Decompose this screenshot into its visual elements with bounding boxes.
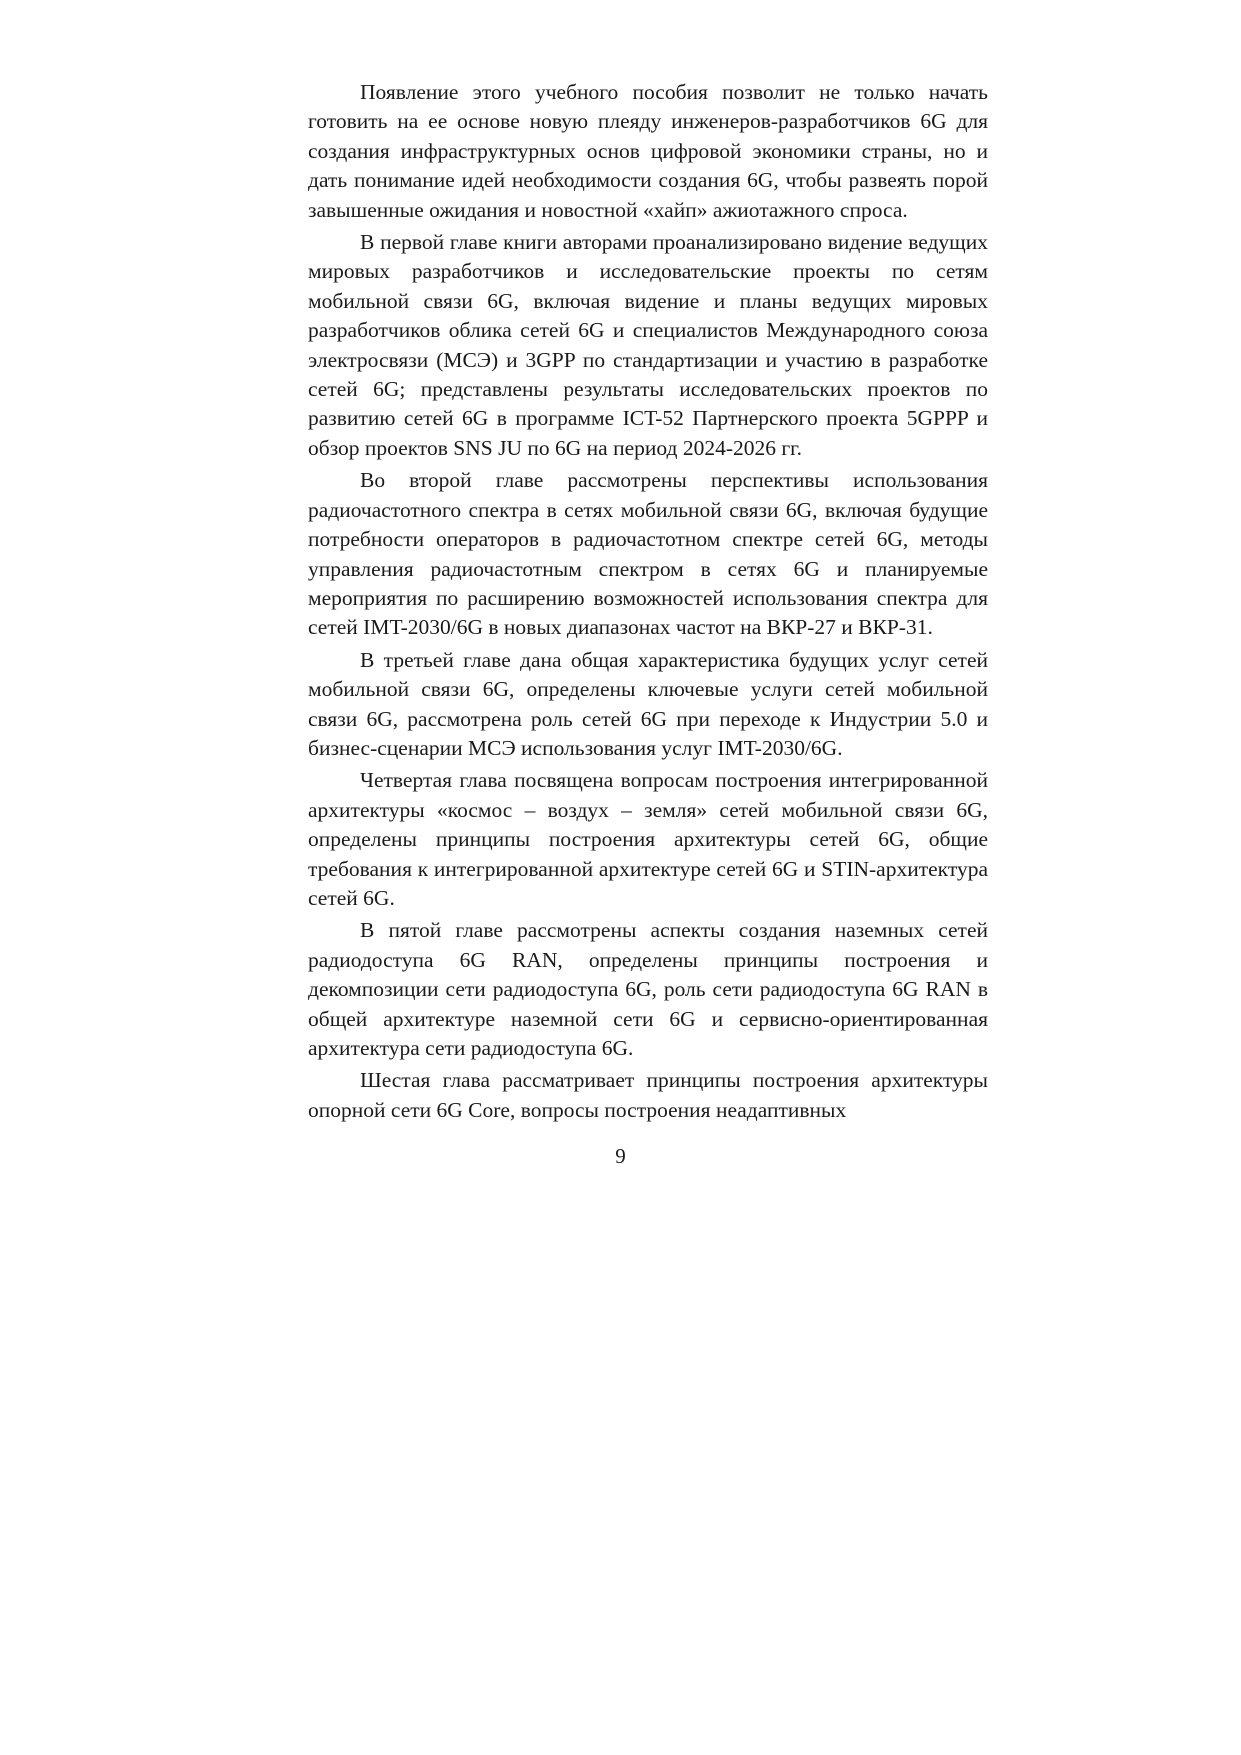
paragraph-chapter-4: Четвертая глава посвящена вопросам построения интегрированной архитектуры «космос – воздух – земля» сетей мобильной связи 6G, определены принципы построения архитектуры сетей 6G, общие требования к интегрированной архитектуре сетей 6G и STIN-архитектура сетей 6G. <box>308 768 988 910</box>
body-text <box>308 78 988 1128</box>
paragraph-chapter-6: Шестая глава рассматривает принципы построения архитектуры опорной сети 6G Core, вопросы построения неадаптивных <box>308 1068 988 1122</box>
paragraph-chapter-2: Во второй главе рассмотрены перспективы использования радиочастотного спектра в сетях мобильной связи 6G, включая будущие потребности операторов в радиочастотном спектре сетей 6G, методы управления радиочастотным спектром в сетях 6G и планируемые мероприятия по расширению возможностей использования спектра для сетей IMT-2030/6G в новых диапазонах частот на ВКР-27 и ВКР-31. <box>308 468 988 640</box>
paragraph-chapter-1: В первой главе книги авторами проанализировано видение ведущих мировых разработчиков и исследовательские проекты по сетям мобильной связи 6G, включая видение и планы ведущих мировых разработчиков облика сетей 6G и специалистов Международного союза электросвязи (МСЭ) и 3GPP по стандартизации и участию в разработке сетей 6G; представлены результаты исследовательских проектов по развитию сетей 6G в программе ICT-52 Партнерского проекта 5GPPP и обзор проектов SNS JU по 6G на период 2024-2026 гг. <box>308 230 988 460</box>
paragraph-chapter-3: В третьей главе дана общая характеристика будущих услуг сетей мобильной связи 6G, определены ключевые услуги сетей мобильной связи 6G, рассмотрена роль сетей 6G при переходе к Индустрии 5.0 и бизнес-сценарии МСЭ использования услуг IMT-2030/6G. <box>308 647 988 760</box>
page-number: 9 <box>615 1144 626 1168</box>
paragraph-chapter-5: В пятой главе рассмотрены аспекты создания наземных сетей радиодоступа 6G RAN, определены принципы построения и декомпозиции сети радиодоступа 6G, роль сети радиодоступа 6G RAN в общей архитектуре наземной сети 6G и сервисно-ориентированная архитектура сети радиодоступа 6G. <box>308 918 988 1060</box>
paragraph-intro: Появление этого учебного пособия позволит не только начать готовить на ее основе новую плеяду инженеров-разработчиков 6G для создания инфраструктурных основ цифровой экономики страны, но и дать понимание идей необходимости создания 6G, чтобы развеять порой завышенные ожидания и новостной «хайп» ажиотажного спроса. <box>308 80 988 222</box>
